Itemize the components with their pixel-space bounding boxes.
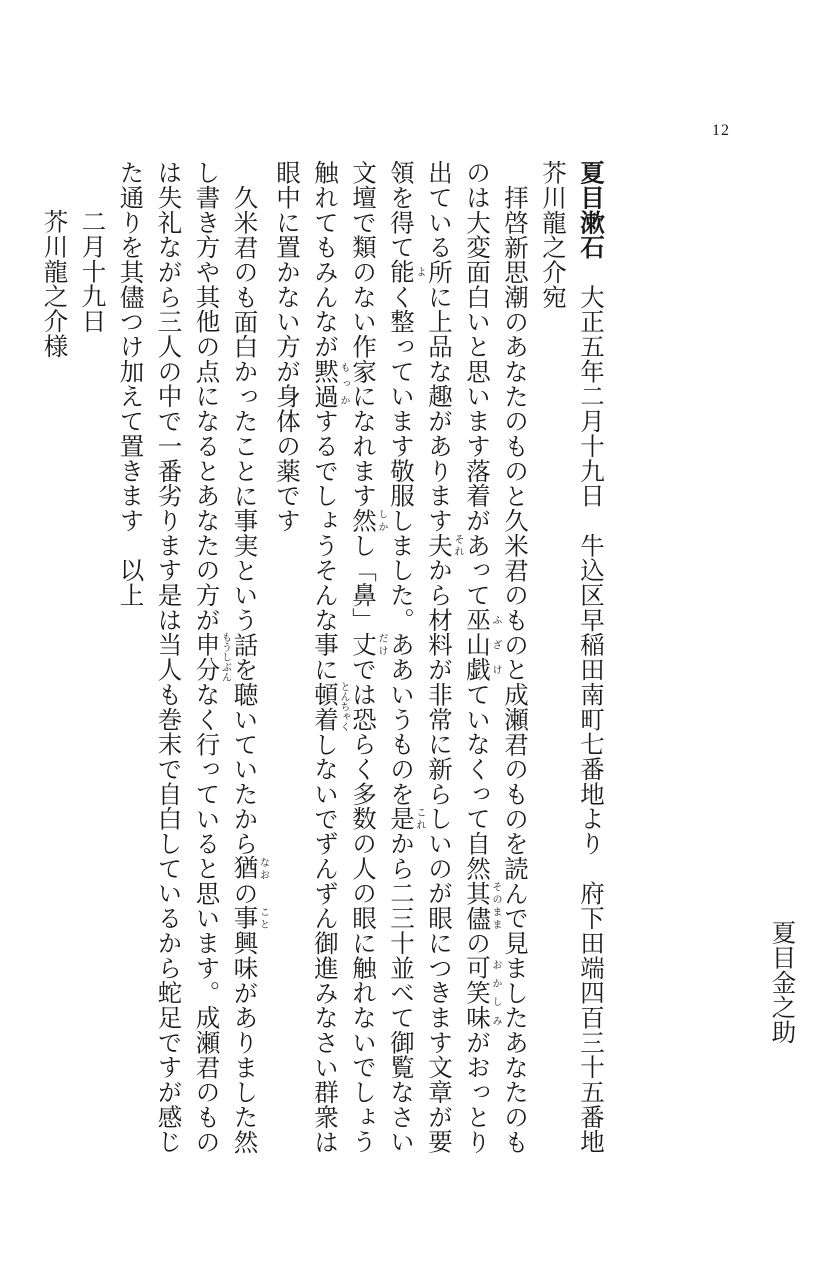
ruby-reading: それ [452, 532, 463, 558]
ruby-word [349, 632, 387, 658]
ruby-base: 是 [387, 806, 416, 831]
paragraph-2 [112, 160, 269, 1160]
ruby-word [463, 607, 501, 682]
text-run: く整っています敬服しました。ああいうものを [387, 284, 416, 807]
ruby-reading: しか [376, 507, 387, 533]
ruby-word [192, 632, 231, 683]
text-run: から材料が非常に新らしいのが眼につきます文章が要領を得て [387, 160, 454, 1155]
text-run: 久米君のも面白かったことに事実という話を聴いていたから [230, 184, 260, 856]
ruby-word [463, 955, 501, 1030]
ruby-reading: おかしみ [490, 955, 501, 1030]
text-run: から二三十並べて御覧なさい文壇で類のない作家になれます [349, 160, 416, 1155]
ruby-reading: だけ [376, 632, 387, 658]
text-run: なく行っていると思います。成瀬君のものは失礼ながら三人の中で一番劣ります是は当人も巻末で自白しているから蛇足ですが感じた通りを其儘つけ加えて置きます 以上 [116, 160, 222, 1155]
text-run: では恐らく多数の人の眼に触れないでしょう触れてもみんなが [311, 160, 378, 1155]
text-run: ていなくって自然 [463, 681, 492, 881]
ruby-word [425, 532, 463, 558]
text-run: 興味がありました然し書き方や其他の点になるとあなたの方が [192, 160, 260, 1154]
ruby-base: 丈 [349, 632, 378, 658]
ruby-word [463, 880, 501, 931]
author-name: 夏目漱石 [577, 160, 606, 260]
ruby-reading: こと [257, 905, 269, 931]
ruby-base: 頓着 [311, 681, 340, 732]
text-run: しないでずんずん御進みなさい群衆は眼中に置かない方が身体の薬です [273, 160, 340, 1155]
page-number: 12 [712, 122, 730, 139]
ruby-word [311, 681, 349, 732]
ruby-reading: もっか [338, 358, 349, 409]
signature: 夏目金之助 [768, 920, 798, 1045]
ruby-base: 猶 [230, 855, 260, 881]
text-run: の [230, 880, 260, 906]
ruby-word [230, 905, 269, 931]
ruby-base: 能 [387, 259, 416, 285]
letter-info: 大正五年二月十九日 牛込区早稲田南町七番地より 府下田端四百三十五番地芥川龍之介宛 [539, 160, 606, 1155]
ruby-base: 夫 [425, 532, 454, 558]
letter-text [36, 160, 611, 1160]
text-run: するでしょうそんな事に [311, 408, 340, 682]
ruby-reading: そのまま [490, 880, 501, 931]
ruby-base: 申分 [192, 632, 222, 683]
letter-header [534, 160, 610, 1160]
ruby-reading: もうしぶん [219, 632, 231, 683]
ruby-base: 可笑味 [463, 955, 492, 1030]
ruby-reading: ふざけ [490, 607, 501, 682]
ruby-reading: なお [257, 855, 269, 881]
ruby-reading: これ [414, 806, 425, 831]
ruby-word [387, 259, 425, 285]
addressee: 芥川龍之介様 [40, 209, 70, 359]
ruby-base: 黙過 [311, 358, 340, 409]
paragraph-1 [268, 160, 534, 1160]
text-run: 拝啓新思潮のあなたのものと久米君のものと成瀬君のものを読んで見ましたあなたのものは大変面白いと思います落着があって [463, 160, 530, 1154]
text-run: し「鼻」 [349, 532, 378, 633]
ruby-reading: よ [414, 259, 425, 285]
letter-date: 二月十九日 [78, 209, 108, 334]
ruby-word [311, 358, 349, 409]
ruby-base: 其儘 [463, 880, 492, 931]
ruby-word [230, 855, 269, 881]
ruby-word [349, 507, 387, 533]
ruby-base: 巫山戯 [463, 607, 492, 682]
ruby-reading: とんちゃく [338, 681, 349, 732]
ruby-base: 然 [349, 507, 378, 533]
text-run: がおっとり出ている所に上品な趣があります [425, 160, 492, 1155]
ruby-word [387, 806, 425, 831]
ruby-base: 事 [230, 905, 260, 931]
text-run: の [463, 930, 492, 956]
